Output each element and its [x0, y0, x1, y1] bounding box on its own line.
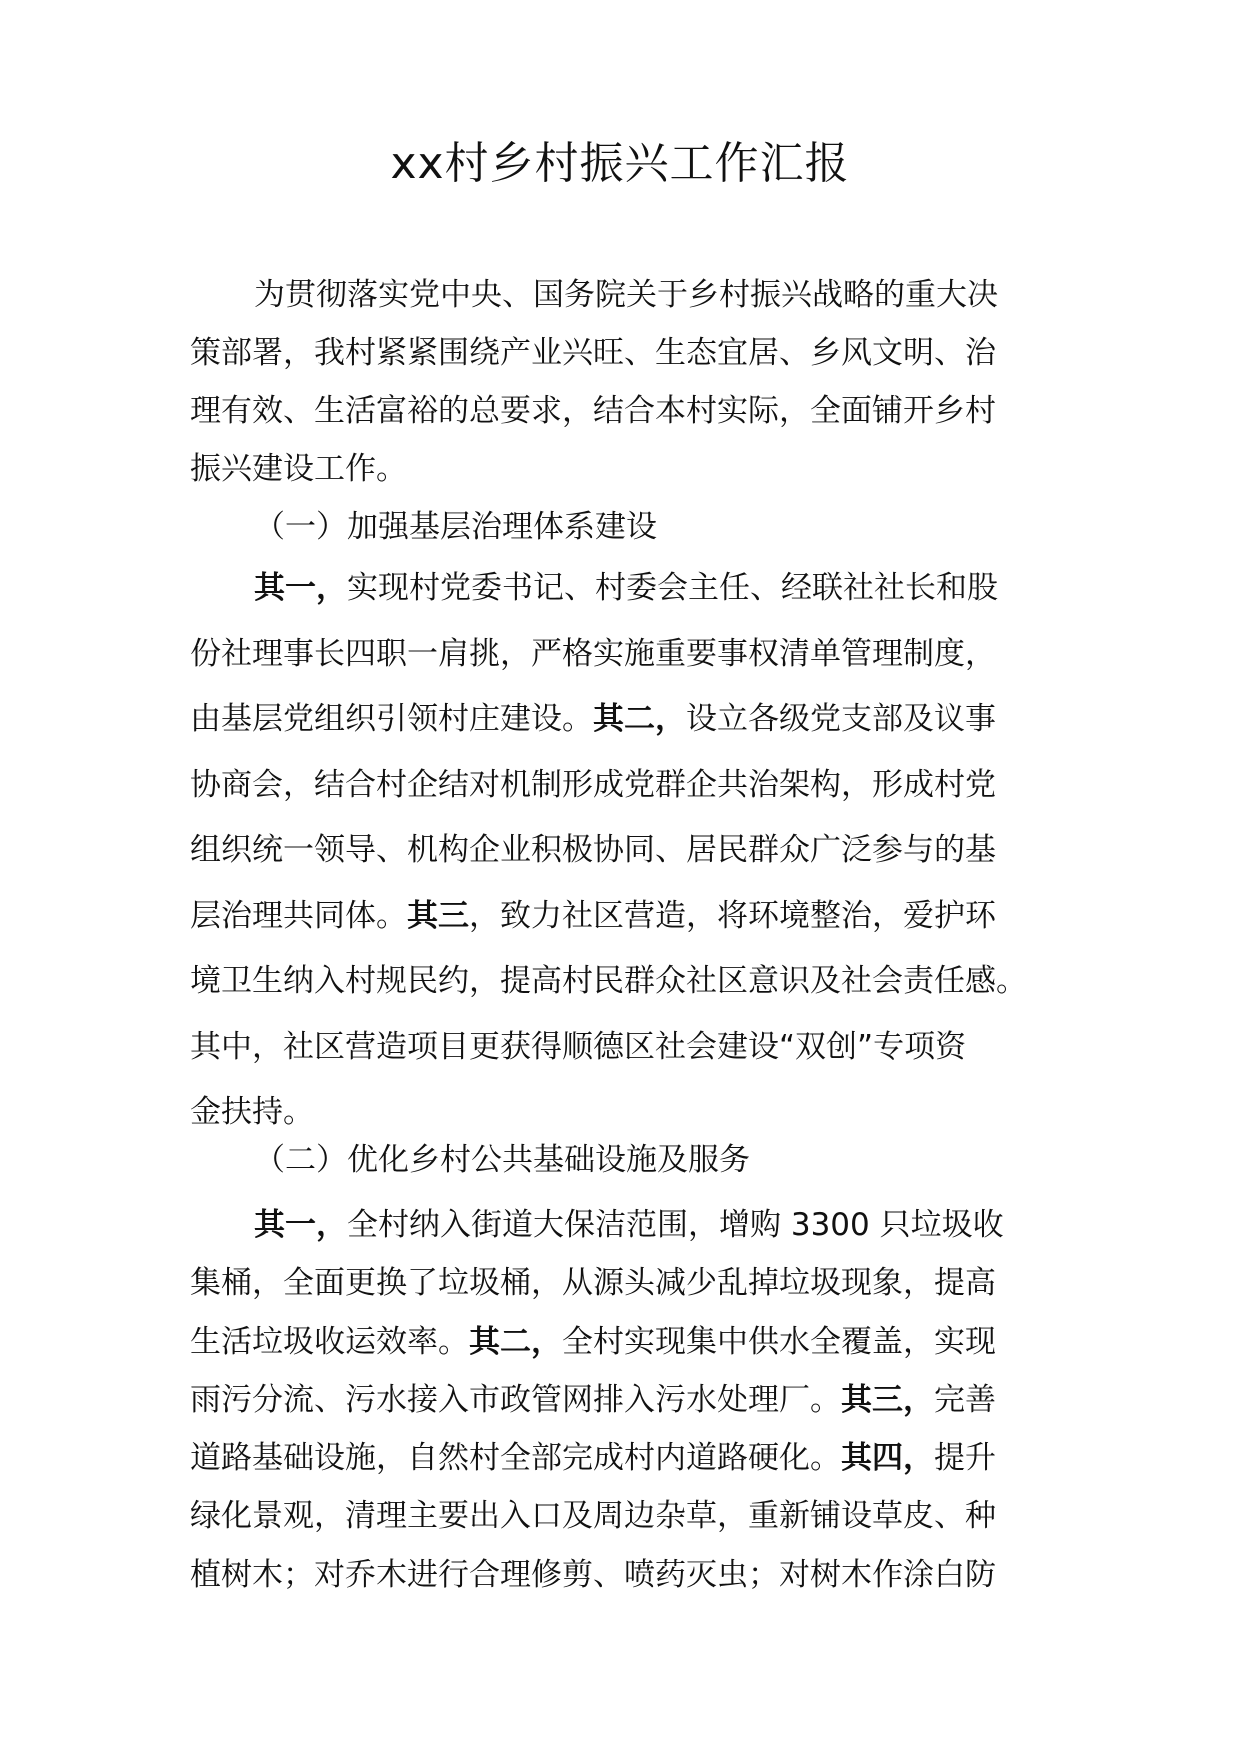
- paragraph-line: [190, 1429, 1070, 1487]
- intro-line: 为贯彻落实党中央、国务院关于乡村振兴战略的重大决: [254, 277, 998, 313]
- line-text: 植树木；对乔木进行合理修剪、喷药灭虫；对树木作涂白防: [190, 1556, 996, 1593]
- item-marker: 其二，: [593, 701, 686, 737]
- paragraph-line: [190, 1313, 1070, 1371]
- paragraph-line: [190, 1546, 1070, 1604]
- item-marker: 其四，: [841, 1440, 934, 1477]
- intro-paragraph: [190, 266, 1070, 498]
- line-text: 绿化景观，清理主要出入口及周边杂草，重新铺设草皮、种: [190, 1498, 996, 1535]
- paragraph-line: [190, 1487, 1070, 1545]
- line-text: ，致力社区营造，将环境整治，爱护环: [469, 897, 996, 934]
- line-text: 全村纳入街道大保洁范围，增购 3300 只垃圾收: [347, 1207, 1004, 1243]
- item-marker: 其三: [407, 897, 469, 934]
- line-text: 道路基础设施，自然村全部完成村内道路硬化。: [190, 1440, 841, 1477]
- section-heading-text: （一）加强基层治理体系建设: [254, 509, 657, 545]
- paragraph-line: [190, 556, 1070, 622]
- line-text: 全村实现集中供水全覆盖，实现: [562, 1323, 996, 1360]
- line-text: 组织统一领导、机构企业积极协同、居民群众广泛参与的基: [190, 832, 996, 868]
- line-text: 境卫生纳入村规民约，提高村民群众社区意识及社会责任感。: [190, 963, 1027, 999]
- document-title: xx村乡村振兴工作汇报: [390, 138, 850, 189]
- paragraph-line: [190, 884, 1070, 950]
- item-marker: 其一，: [254, 1207, 347, 1243]
- section-2-paragraph: [190, 1196, 1070, 1604]
- intro-line: 振兴建设工作。: [190, 451, 407, 487]
- section-heading-text: （二）优化乡村公共基础设施及服务: [254, 1142, 750, 1178]
- line-text: 层治理共同体。: [190, 897, 407, 934]
- line-text: 协商会，结合村企结对机制形成党群企共治架构，形成村党: [190, 766, 996, 803]
- line-text: 生活垃圾收运效率。: [190, 1323, 469, 1360]
- item-marker: 其一，: [254, 570, 347, 606]
- intro-line: 策部署，我村紧紧围绕产业兴旺、生态宜居、乡风文明、治: [190, 335, 996, 371]
- paragraph-line: [190, 1371, 1070, 1429]
- paragraph-line: [190, 622, 1070, 688]
- paragraph-line: [190, 1196, 1070, 1254]
- intro-line: 理有效、生活富裕的总要求，结合本村实际，全面铺开乡村: [190, 393, 996, 429]
- section-1-paragraph: [190, 556, 1070, 1146]
- item-marker: 其二，: [469, 1323, 562, 1360]
- paragraph-line: [190, 949, 1070, 1015]
- line-text: 实现村党委书记、村委会主任、经联社社长和股: [347, 570, 998, 606]
- line-text: 份社理事长四职一肩挑，严格实施重要事权清单管理制度，: [190, 635, 996, 672]
- line-text: 设立各级党支部及议事: [686, 701, 996, 737]
- line-text: 提升: [934, 1440, 996, 1477]
- line-text: 集桶，全面更换了垃圾桶，从源头减少乱掉垃圾现象，提高: [190, 1265, 996, 1302]
- section-heading-2: [190, 1131, 1070, 1189]
- paragraph-line: [190, 753, 1070, 819]
- line-text: 金扶持。: [190, 1094, 314, 1130]
- paragraph-line: [190, 1254, 1070, 1312]
- paragraph-line: [190, 818, 1070, 884]
- paragraph-line: [190, 1015, 1070, 1081]
- line-text: 雨污分流、污水接入市政管网排入污水处理厂。: [190, 1381, 841, 1418]
- section-heading-1: [190, 498, 1070, 556]
- line-text: 由基层党组织引领村庄建设。: [190, 701, 593, 737]
- line-text: 其中，社区营造项目更获得顺德区社会建设“双创”专项资: [190, 1028, 967, 1065]
- line-text: 完善: [934, 1381, 996, 1418]
- item-marker: 其三，: [841, 1381, 934, 1418]
- paragraph-line: [190, 687, 1070, 753]
